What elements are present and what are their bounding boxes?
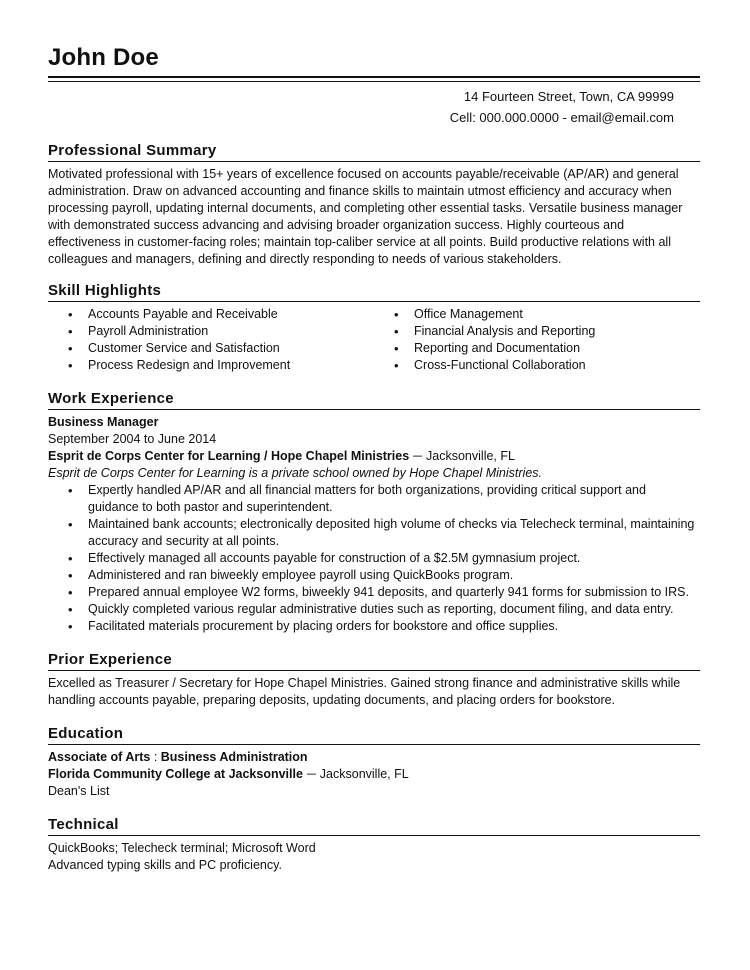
- separator-dash: ─: [306, 767, 316, 781]
- technical-line-2: Advanced typing skills and PC proficiency.: [48, 858, 282, 872]
- job-bullet: • Effectively managed all accounts payable for construction of a $2.5M gymnasium project.: [48, 550, 700, 567]
- skill-item: • Office Management: [374, 306, 700, 323]
- employer-name: Esprit de Corps Center for Learning / Hope Chapel Ministries: [48, 449, 410, 463]
- skill-item: • Payroll Administration: [48, 323, 374, 340]
- prior-heading: Prior Experience: [48, 651, 700, 671]
- skills-section: [48, 282, 700, 374]
- job-bullet: • Administered and ran biweekly employee payroll using QuickBooks program.: [48, 567, 700, 584]
- resume-page: [48, 44, 700, 874]
- degree-separator: :: [150, 750, 161, 764]
- skills-left-column: [48, 306, 374, 374]
- candidate-name: John Doe: [48, 44, 159, 71]
- job-bullet: • Facilitated materials procurement by placing orders for bookstore and office supplies.: [48, 618, 700, 635]
- honor: Dean's List: [48, 784, 110, 798]
- technical-section: [48, 816, 700, 874]
- skill-item: • Process Redesign and Improvement: [48, 357, 374, 374]
- degree-line: [48, 749, 700, 766]
- education-section: [48, 725, 700, 800]
- skills-right-column: [374, 306, 700, 374]
- degree-field: Business Administration: [160, 750, 308, 764]
- prior-section: [48, 651, 700, 709]
- job-bullet: • Expertly handled AP/AR and all financial matters for both organizations, providing critical support and guidance to both pastor and superintendent.: [48, 482, 700, 516]
- summary-text: Motivated professional with 15+ years of excellence focused on accounts payable/receivable (AP/AR) and general administration. Draw on advanced accounting and finance skills to maintain utmost efficiency and accuracy when processing payroll, updating internal documents, and completing other essential tasks. Versatile business manager with demonstrated success advancing and advising broader organization success. Highly courteous and effectiveness in customer-facing roles; maintain top-caliber service at all points. Build productive relations with all colleagues and managers, defining and directly responding to needs of various stakeholders.: [48, 167, 683, 266]
- separator-dash: ─: [413, 449, 423, 463]
- summary-section: [48, 142, 700, 268]
- summary-heading: Professional Summary: [48, 142, 700, 162]
- skill-item: • Accounts Payable and Receivable: [48, 306, 374, 323]
- technical-heading: Technical: [48, 816, 700, 836]
- job-title: Business Manager: [48, 415, 159, 429]
- phone-email-line: Cell: 000.000.0000 - email@email.com: [449, 110, 674, 125]
- job-bullets: [48, 482, 700, 635]
- work-section: [48, 390, 700, 635]
- school-line: [48, 766, 700, 783]
- job-bullet: • Maintained bank accounts; electronically deposited high volume of checks via Telecheck terminal, maintaining accuracy and security at all points.: [48, 516, 700, 550]
- skills-heading: Skill Highlights: [48, 282, 700, 302]
- school-name: Florida Community College at Jacksonville: [48, 767, 303, 781]
- job-bullet: • Prepared annual employee W2 forms, biweekly 941 deposits, and quarterly 941 forms for submission to IRS.: [48, 584, 700, 601]
- school-location: Jacksonville, FL: [319, 767, 409, 781]
- skill-item: • Customer Service and Satisfaction: [48, 340, 374, 357]
- skill-item: • Cross-Functional Collaboration: [374, 357, 700, 374]
- address-line: 14 Fourteen Street, Town, CA 99999: [463, 89, 674, 104]
- employer-description: Esprit de Corps Center for Learning is a private school owned by Hope Chapel Ministries.: [48, 466, 542, 480]
- prior-text: Excelled as Treasurer / Secretary for Hope Chapel Ministries. Gained strong finance and administrative skills while handling accounts payable, preparing deposits, updating documents, and placing orders for bookstore.: [48, 676, 681, 707]
- technical-line-1: QuickBooks; Telecheck terminal; Microsoft Word: [48, 841, 316, 855]
- skills-columns: [48, 306, 700, 374]
- education-heading: Education: [48, 725, 700, 745]
- skill-item: • Financial Analysis and Reporting: [374, 323, 700, 340]
- job-dates: September 2004 to June 2014: [48, 432, 217, 446]
- job-location: Jacksonville, FL: [426, 449, 515, 463]
- employer-line: [48, 448, 700, 465]
- skill-item: • Reporting and Documentation: [374, 340, 700, 357]
- degree-name: Associate of Arts: [48, 750, 151, 764]
- work-heading: Work Experience: [48, 390, 700, 410]
- contact-block: [48, 86, 700, 128]
- job-bullet: • Quickly completed various regular administrative duties such as reporting, document filing, and data entry.: [48, 601, 700, 618]
- header-divider: [48, 76, 700, 82]
